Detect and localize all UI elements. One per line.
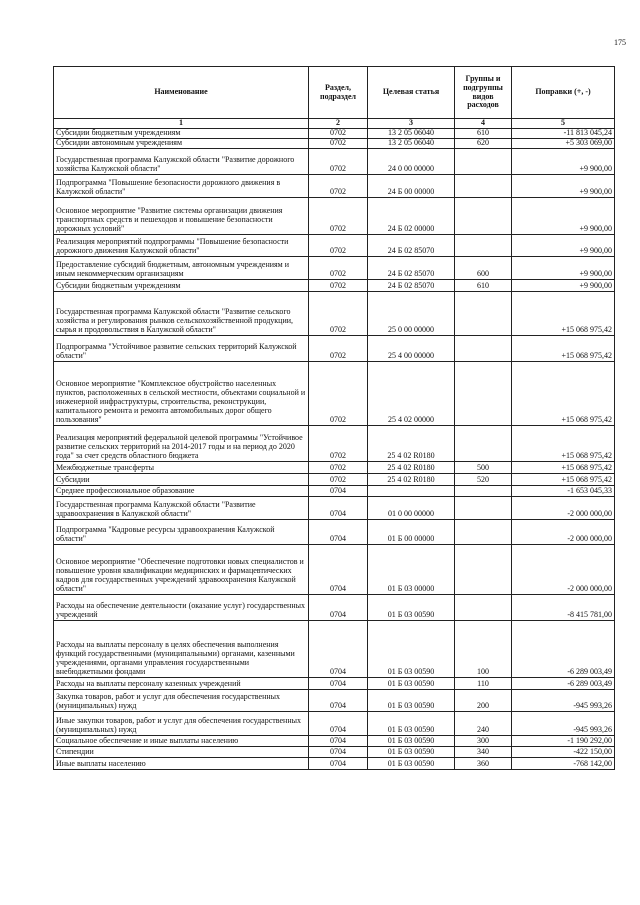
- cell-section: 0704: [309, 519, 368, 544]
- table-row: [54, 148, 615, 174]
- cell-name: Государственная программа Калужской области "Развитие дорожного хозяйства Калужской области": [54, 148, 309, 174]
- cell-group: [455, 174, 512, 197]
- cell-group: 520: [455, 473, 512, 485]
- cell-name: Подпрограмма "Повышение безопасности дорожного движения в Калужской области": [54, 174, 309, 197]
- cell-section: 0702: [309, 425, 368, 461]
- cell-amount: -768 142,00: [512, 757, 615, 769]
- cell-name: Расходы на обеспечение деятельности (оказание услуг) государственных учреждений: [54, 594, 309, 620]
- cell-group: 610: [455, 279, 512, 291]
- cell-target: 01 Б 03 00590: [368, 746, 455, 757]
- table-row: [54, 594, 615, 620]
- table-row: [54, 485, 615, 496]
- cell-group: 610: [455, 128, 512, 138]
- table-row: [54, 496, 615, 519]
- cell-section: 0702: [309, 128, 368, 138]
- cell-amount: -6 289 003,49: [512, 677, 615, 689]
- cell-name: Основное мероприятие "Обеспечение подготовки новых специалистов и повышение уровня квалификации медицинских и фармацевтических кадров для государственных учреждений здравоохранения Калужской области": [54, 544, 309, 594]
- cell-group: [455, 496, 512, 519]
- table-row: [54, 544, 615, 594]
- cell-target: 24 Б 02 00000: [368, 197, 455, 234]
- table-row: [54, 335, 615, 361]
- table-row: [54, 757, 615, 769]
- cell-name: Государственная программа Калужской области "Развитие здравоохранения в Калужской области": [54, 496, 309, 519]
- cell-name: Иные выплаты населению: [54, 757, 309, 769]
- cell-amount: +9 900,00: [512, 197, 615, 234]
- cell-target: 25 4 02 00000: [368, 361, 455, 425]
- cell-target: 01 Б 03 00590: [368, 689, 455, 711]
- cell-name: Расходы на выплаты персоналу в целях обеспечения выполнения функций государственными (муниципальными) органами, казенными учреждениями, органами управления государственными внебюджетными фондами: [54, 620, 309, 677]
- cell-group: [455, 425, 512, 461]
- column-number: 3: [368, 119, 455, 129]
- cell-group: [455, 148, 512, 174]
- cell-target: 25 4 02 R0180: [368, 461, 455, 473]
- table-row: [54, 256, 615, 279]
- cell-group: 110: [455, 677, 512, 689]
- cell-amount: +9 900,00: [512, 148, 615, 174]
- cell-section: 0702: [309, 234, 368, 256]
- cell-group: [455, 519, 512, 544]
- cell-amount: +15 068 975,42: [512, 361, 615, 425]
- table-row: [54, 128, 615, 138]
- cell-amount: -1 653 045,33: [512, 485, 615, 496]
- table-row: [54, 174, 615, 197]
- cell-section: 0704: [309, 620, 368, 677]
- cell-section: 0702: [309, 361, 368, 425]
- cell-group: 360: [455, 757, 512, 769]
- column-number: 1: [54, 119, 309, 129]
- table-row: [54, 711, 615, 735]
- cell-target: 01 Б 03 00590: [368, 757, 455, 769]
- cell-name: Иные закупки товаров, работ и услуг для обеспечения государственных (муниципальных) нужд: [54, 711, 309, 735]
- cell-name: Основное мероприятие "Развитие системы организации движения транспортных средств и пешеходов и повышение безопасности дорожных условий": [54, 197, 309, 234]
- cell-name: Реализация мероприятий подпрограммы "Повышение безопасности дорожного движения Калужской области": [54, 234, 309, 256]
- cell-section: 0702: [309, 138, 368, 148]
- cell-group: 340: [455, 746, 512, 757]
- cell-name: Реализация мероприятий федеральной целевой программы "Устойчивое развитие сельских территорий на 2014-2017 годы и на период до 2020 года" за счет средств областного бюджета: [54, 425, 309, 461]
- cell-target: 13 2 05 06040: [368, 128, 455, 138]
- table-row: [54, 279, 615, 291]
- cell-section: 0702: [309, 473, 368, 485]
- column-number: 4: [455, 119, 512, 129]
- cell-section: 0704: [309, 544, 368, 594]
- cell-name: Субсидии: [54, 473, 309, 485]
- cell-target: 25 4 02 R0180: [368, 473, 455, 485]
- cell-section: 0702: [309, 174, 368, 197]
- cell-amount: +15 068 975,42: [512, 335, 615, 361]
- cell-target: 01 Б 03 00590: [368, 594, 455, 620]
- cell-group: [455, 361, 512, 425]
- cell-amount: +9 900,00: [512, 174, 615, 197]
- cell-target: 24 Б 02 85070: [368, 256, 455, 279]
- header-section: Раздел, подраздел: [309, 67, 368, 119]
- cell-section: 0702: [309, 291, 368, 335]
- cell-name: Государственная программа Калужской области "Развитие сельского хозяйства и регулирования рынков сельскохозяйственной продукции, сырья и продовольствия в Калужской области": [54, 291, 309, 335]
- cell-group: 240: [455, 711, 512, 735]
- cell-section: 0702: [309, 335, 368, 361]
- cell-amount: -6 289 003,49: [512, 620, 615, 677]
- cell-amount: +5 303 069,00: [512, 138, 615, 148]
- cell-target: 13 2 05 06040: [368, 138, 455, 148]
- cell-section: 0702: [309, 197, 368, 234]
- table-row: [54, 461, 615, 473]
- cell-amount: +15 068 975,42: [512, 461, 615, 473]
- cell-amount: +9 900,00: [512, 279, 615, 291]
- cell-group: 100: [455, 620, 512, 677]
- cell-name: Субсидии бюджетным учреждениям: [54, 279, 309, 291]
- cell-target: 24 Б 02 85070: [368, 234, 455, 256]
- cell-target: 25 4 00 00000: [368, 335, 455, 361]
- table-row: [54, 473, 615, 485]
- cell-group: [455, 291, 512, 335]
- header-target: Целевая статья: [368, 67, 455, 119]
- cell-amount: +15 068 975,42: [512, 291, 615, 335]
- cell-name: Субсидии автономным учреждениям: [54, 138, 309, 148]
- cell-amount: -422 150,00: [512, 746, 615, 757]
- cell-target: 24 0 00 00000: [368, 148, 455, 174]
- table-row: [54, 677, 615, 689]
- cell-amount: -2 000 000,00: [512, 496, 615, 519]
- cell-group: [455, 594, 512, 620]
- cell-amount: +15 068 975,42: [512, 473, 615, 485]
- cell-section: 0704: [309, 594, 368, 620]
- cell-group: [455, 485, 512, 496]
- cell-section: 0704: [309, 689, 368, 711]
- cell-group: 500: [455, 461, 512, 473]
- cell-amount: -2 000 000,00: [512, 519, 615, 544]
- cell-section: 0704: [309, 735, 368, 746]
- cell-target: 24 Б 02 85070: [368, 279, 455, 291]
- cell-group: [455, 234, 512, 256]
- table-row: [54, 361, 615, 425]
- cell-section: 0702: [309, 461, 368, 473]
- cell-group: 200: [455, 689, 512, 711]
- cell-group: 600: [455, 256, 512, 279]
- cell-group: 620: [455, 138, 512, 148]
- table-row: [54, 746, 615, 757]
- cell-section: 0704: [309, 711, 368, 735]
- cell-target: 25 4 02 R0180: [368, 425, 455, 461]
- cell-name: Межбюджетные трансферты: [54, 461, 309, 473]
- header-name: Наименование: [54, 67, 309, 119]
- cell-target: 01 Б 03 00590: [368, 735, 455, 746]
- cell-amount: -11 813 045,24: [512, 128, 615, 138]
- cell-target: 01 Б 03 00590: [368, 711, 455, 735]
- cell-section: 0704: [309, 746, 368, 757]
- cell-amount: +15 068 975,42: [512, 425, 615, 461]
- cell-name: Подпрограмма "Устойчивое развитие сельских территорий Калужской области": [54, 335, 309, 361]
- cell-group: [455, 197, 512, 234]
- cell-group: [455, 544, 512, 594]
- cell-section: 0702: [309, 279, 368, 291]
- cell-name: Стипендии: [54, 746, 309, 757]
- column-number: 5: [512, 119, 615, 129]
- cell-section: 0704: [309, 496, 368, 519]
- cell-name: Основное мероприятие "Комплексное обустройство населенных пунктов, расположенных в сельской местности, объектами социальной и инженерной инфраструктуры, строительства, реконструкции, капитального ремонта и ремонта автомобильных дорог общего пользования": [54, 361, 309, 425]
- page-number: 175: [614, 38, 626, 47]
- cell-name: Расходы на выплаты персоналу казенных учреждений: [54, 677, 309, 689]
- budget-amendments-table: [53, 66, 615, 770]
- cell-target: 01 Б 03 00590: [368, 620, 455, 677]
- header-amount: Поправки (+, -): [512, 67, 615, 119]
- cell-target: [368, 485, 455, 496]
- cell-section: 0704: [309, 485, 368, 496]
- cell-target: 01 Б 03 00590: [368, 677, 455, 689]
- table-row: [54, 138, 615, 148]
- column-number-row: [54, 119, 615, 129]
- cell-name: Социальное обеспечение и иные выплаты населению: [54, 735, 309, 746]
- table-header-row: [54, 67, 615, 119]
- cell-name: Предоставление субсидий бюджетным, автономным учреждениям и иным некоммерческим организациям: [54, 256, 309, 279]
- cell-section: 0702: [309, 148, 368, 174]
- cell-name: Среднее профессиональное образование: [54, 485, 309, 496]
- cell-amount: -2 000 000,00: [512, 544, 615, 594]
- cell-name: Субсидии бюджетным учреждениям: [54, 128, 309, 138]
- cell-target: 24 Б 00 00000: [368, 174, 455, 197]
- table-row: [54, 425, 615, 461]
- cell-amount: +9 900,00: [512, 256, 615, 279]
- cell-target: 01 Б 03 00000: [368, 544, 455, 594]
- cell-amount: -8 415 781,00: [512, 594, 615, 620]
- cell-section: 0704: [309, 677, 368, 689]
- table-row: [54, 620, 615, 677]
- cell-name: Подпрограмма "Кадровые ресурсы здравоохранения Калужской области": [54, 519, 309, 544]
- cell-name: Закупка товаров, работ и услуг для обеспечения государственных (муниципальных) нужд: [54, 689, 309, 711]
- cell-amount: +9 900,00: [512, 234, 615, 256]
- cell-section: 0704: [309, 757, 368, 769]
- cell-target: 25 0 00 00000: [368, 291, 455, 335]
- cell-section: 0702: [309, 256, 368, 279]
- cell-group: 300: [455, 735, 512, 746]
- table-row: [54, 689, 615, 711]
- cell-target: 01 0 00 00000: [368, 496, 455, 519]
- cell-amount: -945 993,26: [512, 689, 615, 711]
- table-row: [54, 735, 615, 746]
- cell-group: [455, 335, 512, 361]
- table-row: [54, 519, 615, 544]
- header-groups: Группы и подгруппы видов расходов: [455, 67, 512, 119]
- column-number: 2: [309, 119, 368, 129]
- table-row: [54, 234, 615, 256]
- cell-amount: -945 993,26: [512, 711, 615, 735]
- table-body: [54, 128, 615, 769]
- cell-target: 01 Б 00 00000: [368, 519, 455, 544]
- cell-amount: -1 190 292,00: [512, 735, 615, 746]
- table-row: [54, 291, 615, 335]
- table-row: [54, 197, 615, 234]
